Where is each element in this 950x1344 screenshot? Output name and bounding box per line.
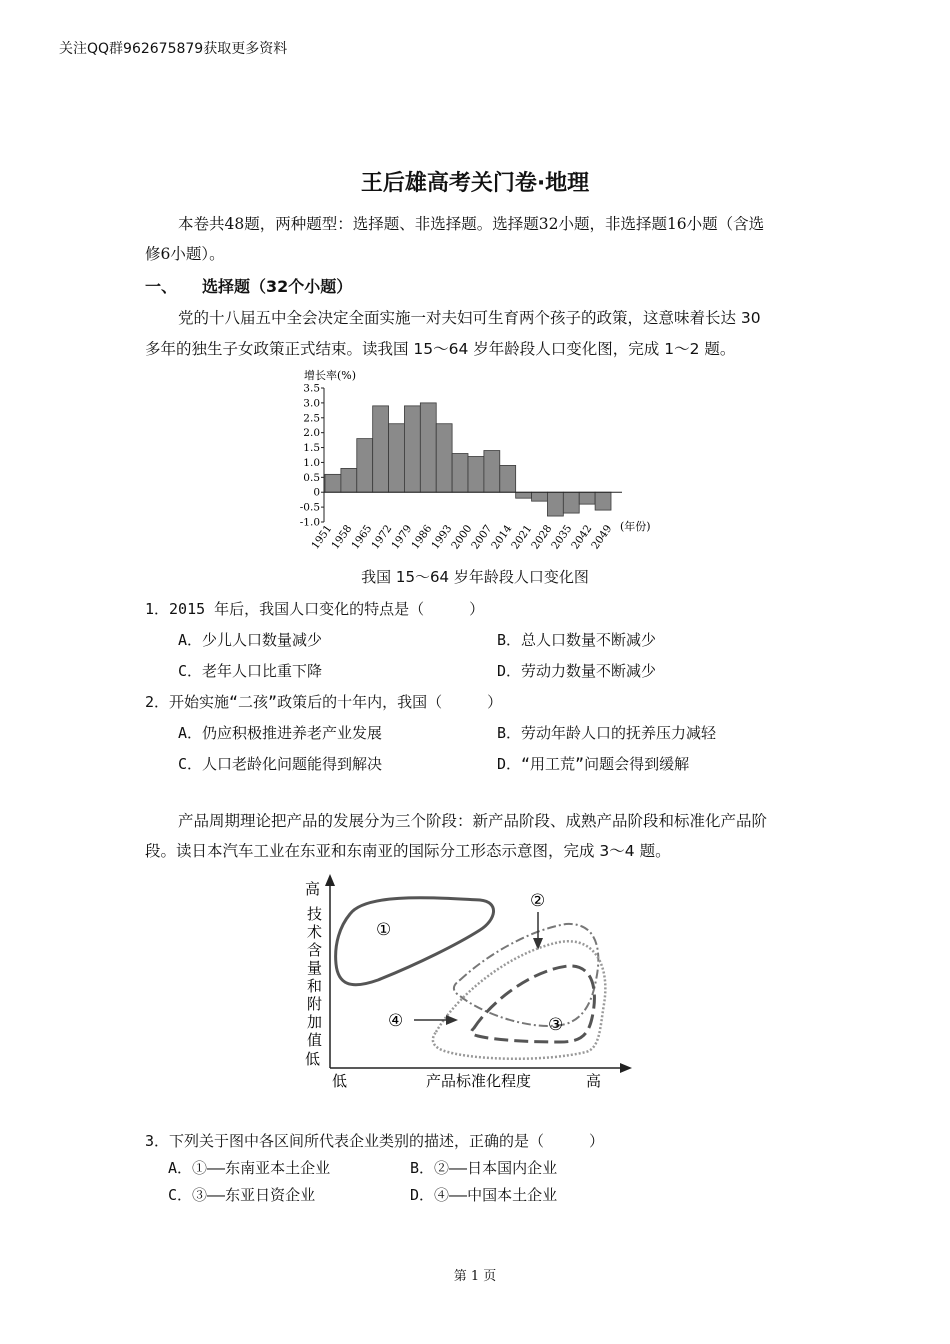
page-title: 王后雄高考关门卷·地理: [360, 171, 590, 196]
passage2-line-2: 段。读日本汽车工业在东亚和东南亚的国际分工形态示意图，完成 3～4 题。: [145, 842, 671, 860]
diagram-y-high: 高: [305, 880, 321, 898]
diagram-y-char-8: 值: [307, 1031, 323, 1049]
region-2-outline: [454, 924, 598, 1026]
diagram-x-arrow: [620, 1063, 632, 1073]
q3-option-d[interactable]: D．④——中国本土企业: [410, 1186, 558, 1204]
diagram-y-char-1: 技: [307, 905, 323, 923]
passage2-line-1: 产品周期理论把产品的发展分为三个阶段：新产品阶段、成熟产品阶段和标准化产品阶: [178, 812, 768, 830]
q2-option-c[interactable]: C．人口老龄化问题能得到解决: [178, 755, 383, 773]
diagram-y-char-3: 含: [307, 941, 323, 959]
chart-ytick-label: 0: [313, 486, 320, 499]
chart-xtick-label: 1972: [369, 522, 395, 552]
q1-option-d[interactable]: D．劳动力数量不断减少: [497, 662, 657, 680]
region-2-label: ②: [530, 891, 546, 911]
chart-bar: [563, 492, 579, 513]
chart-bar: [373, 406, 389, 492]
intro-line-1: 本卷共48题，两种题型：选择题、非选择题。选择题32小题，非选择题16小题（含选: [178, 215, 765, 233]
chart-xtick-label: 1993: [429, 522, 455, 552]
chart-caption: 我国 15～64 岁年龄段人口变化图: [361, 568, 589, 586]
chart-xtick-label: 2021: [509, 522, 535, 552]
chart-ytick-label: -1.0: [299, 516, 320, 529]
chart-bar: [341, 468, 357, 492]
region-3-outline: [471, 966, 594, 1042]
chart-bar: [452, 454, 468, 493]
product-cycle-diagram: [298, 872, 638, 1092]
passage1-line-2: 多年的独生子女政策正式结束。读我国 15～64 岁年龄段人口变化图，完成 1～2 题。: [145, 340, 736, 358]
chart-xtick-label: 2035: [549, 522, 575, 552]
q1-option-a[interactable]: A．少儿人口数量减少: [178, 631, 323, 649]
intro-line-2: 修6小题）。: [145, 245, 225, 263]
header-note: 关注QQ群962675879获取更多资料: [59, 41, 288, 57]
q1-option-c[interactable]: C．老年人口比重下降: [178, 662, 323, 680]
chart-bar: [547, 492, 563, 516]
q1-stem: 1．2015 年后，我国人口变化的特点是（ ）: [145, 600, 485, 618]
diagram-y-char-5: 和: [307, 977, 323, 995]
region-1-label: ①: [376, 920, 392, 940]
diagram-y-char-4: 量: [307, 959, 323, 977]
diagram-x-low: 低: [332, 1072, 348, 1090]
q1-option-b[interactable]: B．总人口数量不断减少: [497, 631, 657, 649]
chart-ytick-label: 2.5: [303, 412, 320, 425]
chart-xtick-label: 1958: [329, 522, 355, 552]
chart-bar: [325, 474, 341, 492]
q2-option-a[interactable]: A．仍应积极推进养老产业发展: [178, 724, 383, 742]
chart-bar: [357, 439, 373, 493]
chart-xtick-label: 2042: [569, 522, 595, 552]
chart-xtick-label: 2007: [469, 522, 495, 552]
chart-ytick-label: -0.5: [299, 501, 320, 514]
chart-bar: [500, 465, 516, 492]
chart-xtick-label: 2014: [489, 522, 515, 552]
chart-ytick-label: 1.0: [303, 456, 320, 469]
chart-bar: [579, 492, 595, 504]
chart-bar: [436, 424, 452, 492]
diagram-x-label: 产品标准化程度: [426, 1072, 532, 1090]
region-3-label: ③: [548, 1015, 564, 1035]
chart-ytick-label: 0.5: [303, 471, 320, 484]
q2-option-b[interactable]: B．劳动年龄人口的抚养压力减轻: [497, 724, 717, 742]
chart-bar: [389, 424, 405, 492]
q3-option-b[interactable]: B．②——日本国内企业: [410, 1159, 558, 1177]
chart-ytick-label: 3.5: [303, 382, 320, 395]
chart-xtick-label: 2000: [449, 522, 475, 552]
page-footer: 第 1 页: [453, 1269, 497, 1284]
section-number: 一、: [145, 277, 178, 296]
chart-ytick-label: 2.0: [303, 427, 320, 440]
chart-xtick-label: 1979: [389, 522, 415, 552]
chart-bar: [420, 403, 436, 492]
chart-bar: [404, 406, 420, 492]
region-4-arrow-head: [446, 1015, 458, 1025]
chart-xlabel: (年份): [620, 520, 651, 533]
chart-bar: [516, 492, 532, 498]
q2-stem: 2．开始实施“二孩”政策后的十年内，我国（ ）: [145, 693, 503, 711]
q2-option-d[interactable]: D．“用工荒”问题会得到缓解: [497, 755, 690, 773]
q3-stem: 3．下列关于图中各区间所代表企业类别的描述，正确的是（ ）: [145, 1132, 605, 1150]
diagram-x-high: 高: [586, 1072, 602, 1090]
chart-xtick-label: 1986: [409, 522, 435, 552]
chart-xtick-label: 1951: [309, 522, 335, 552]
q3-option-a[interactable]: A．①——东南亚本土企业: [168, 1159, 331, 1177]
diagram-y-arrow: [325, 874, 335, 886]
chart-xtick-label: 1965: [349, 522, 375, 552]
section-title: 选择题（32个小题）: [202, 277, 353, 296]
chart-xtick-label: 2049: [589, 522, 615, 552]
passage1-line-1: 党的十八届五中全会决定全面实施一对夫妇可生育两个孩子的政策，这意味着长达 30: [178, 309, 761, 327]
q3-option-c[interactable]: C．③——东亚日资企业: [168, 1186, 316, 1204]
diagram-y-char-6: 附: [307, 995, 323, 1013]
chart-bar: [532, 492, 548, 501]
diagram-y-low: 低: [305, 1050, 321, 1068]
chart-ylabel: 增长率(%): [304, 369, 357, 382]
chart-ytick-label: 1.5: [303, 442, 320, 455]
chart-bar: [484, 451, 500, 493]
population-growth-bar-chart: [282, 364, 672, 560]
diagram-y-char-2: 术: [307, 923, 323, 941]
chart-xtick-label: 2028: [529, 522, 555, 552]
chart-bar: [595, 492, 611, 510]
region-4-label: ④: [388, 1011, 404, 1031]
diagram-y-char-7: 加: [307, 1013, 323, 1031]
chart-bar: [468, 456, 484, 492]
chart-ytick-label: 3.0: [303, 397, 320, 410]
